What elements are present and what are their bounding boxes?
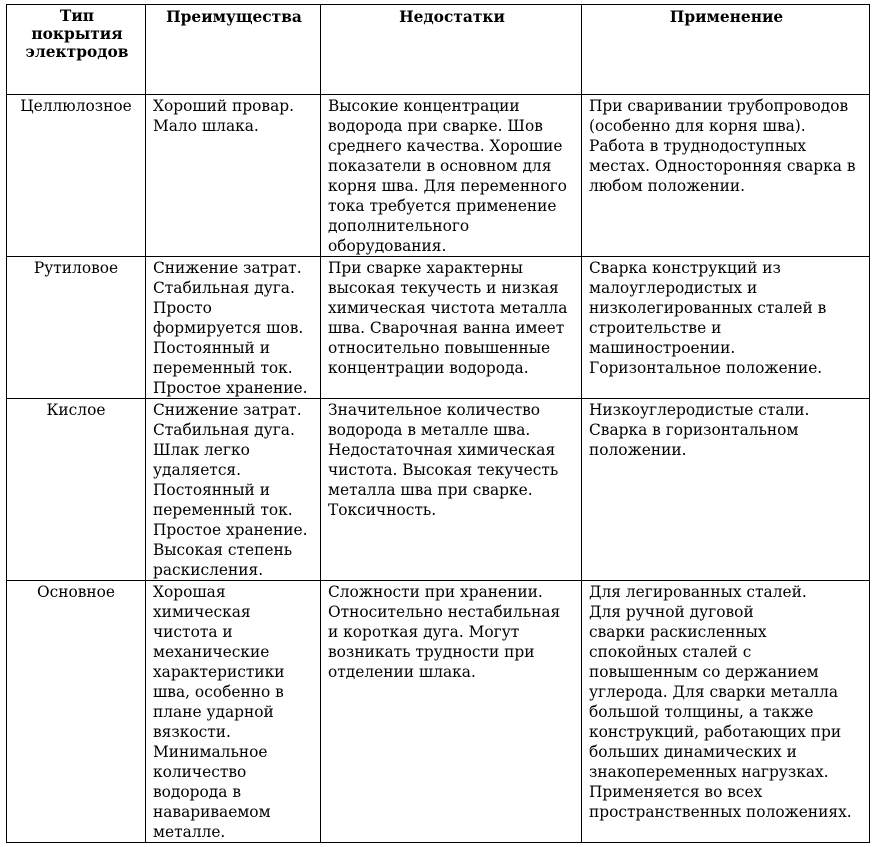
cell-line: оборудования.: [328, 237, 447, 255]
cell-line: любом положении.: [589, 177, 746, 195]
cell-line: чистота. Высокая текучесть: [328, 461, 559, 479]
cell-line: Просто: [153, 299, 212, 317]
cell-line: машиностроении.: [589, 339, 736, 357]
header-advantages: Преимущества: [146, 5, 321, 95]
cell-line: отделении шлака.: [328, 663, 476, 681]
cell-disadvantages: [321, 95, 582, 257]
cell-line: дополнительного: [328, 217, 470, 235]
cell-application: [582, 257, 870, 399]
cell-line: Снижение затрат.: [153, 259, 302, 277]
cell-coating-type: Основное: [7, 581, 146, 843]
cell-line: Применяется во всех: [589, 783, 763, 801]
cell-line: углерода. Для сварки металла: [589, 683, 839, 701]
cell-line: количество: [153, 763, 247, 781]
cell-line: удаляется.: [153, 461, 242, 479]
cell-line: Стабильная дуга.: [153, 421, 295, 439]
cell-line: раскисления.: [153, 561, 264, 579]
cell-line: положении.: [589, 441, 687, 459]
cell-disadvantages: [321, 581, 582, 843]
cell-line: спокойных сталей с: [589, 643, 752, 661]
cell-line: металла шва при сварке.: [328, 481, 533, 499]
cell-line: (особенно для корня шва).: [589, 117, 806, 135]
cell-line: Простое хранение.: [153, 521, 308, 539]
cell-line: показатели в основном для: [328, 157, 552, 175]
cell-application: [582, 95, 870, 257]
cell-advantages: [146, 257, 321, 399]
header-line: покрытия: [31, 25, 123, 43]
cell-line: шва, особенно в: [153, 683, 284, 701]
cell-line: Мало шлака.: [153, 117, 259, 135]
cell-line: концентрации водорода.: [328, 359, 529, 377]
cell-line: При сваривании трубопроводов: [589, 97, 849, 115]
cell-application: [582, 581, 870, 843]
cell-line: Хороший провар.: [153, 97, 295, 115]
cell-line: местах. Односторонняя сварка в: [589, 157, 856, 175]
cell-line: и короткая дуга. Могут: [328, 623, 520, 641]
electrode-coating-table: [6, 4, 870, 843]
cell-line: химическая чистота металла: [328, 299, 568, 317]
header-disadvantages: Недостатки: [321, 5, 582, 95]
header-coating-type: [7, 5, 146, 95]
cell-line: низколегированных сталей в: [589, 299, 827, 317]
cell-line: Относительно нестабильная: [328, 603, 561, 621]
cell-line: большой толщины, а также: [589, 703, 814, 721]
cell-line: Для ручной дуговой: [589, 603, 754, 621]
cell-line: Простое хранение.: [153, 379, 308, 397]
cell-line: металле.: [153, 823, 226, 841]
table-row: [7, 257, 870, 399]
cell-line: конструкций, работающих при: [589, 723, 842, 741]
table-row: [7, 581, 870, 843]
cell-line: Снижение затрат.: [153, 401, 302, 419]
cell-line: Низкоуглеродистые стали.: [589, 401, 810, 419]
cell-line: Сварка в горизонтальном: [589, 421, 799, 439]
cell-line: знакопеременных нагрузках.: [589, 763, 829, 781]
cell-line: Горизонтальное положение.: [589, 359, 823, 377]
cell-line: Работа в труднодоступных: [589, 137, 807, 155]
cell-disadvantages: [321, 399, 582, 581]
cell-line: чистота и: [153, 623, 233, 641]
cell-line: строительстве и: [589, 319, 722, 337]
cell-line: повышенным со держанием: [589, 663, 819, 681]
table-header-row: [7, 5, 870, 95]
cell-line: вязкости.: [153, 723, 231, 741]
cell-line: Стабильная дуга.: [153, 279, 295, 297]
header-application: Применение: [582, 5, 870, 95]
cell-line: малоуглеродистых и: [589, 279, 758, 297]
cell-line: водорода в металле шва.: [328, 421, 531, 439]
table-row: [7, 95, 870, 257]
cell-coating-type: Кислое: [7, 399, 146, 581]
cell-line: сварки раскисленных: [589, 623, 767, 641]
cell-line: корня шва. Для переменного: [328, 177, 567, 195]
cell-line: Сварка конструкций из: [589, 259, 781, 277]
cell-line: плане ударной: [153, 703, 274, 721]
cell-line: больших динамических и: [589, 743, 797, 761]
cell-line: Высокие концентрации: [328, 97, 520, 115]
cell-line: переменный ток.: [153, 501, 293, 519]
cell-line: Сложности при хранении.: [328, 583, 543, 601]
header-line: электродов: [25, 43, 129, 61]
header-line: Тип: [59, 7, 95, 25]
cell-line: относительно повышенные: [328, 339, 551, 357]
cell-line: механические: [153, 643, 270, 661]
cell-coating-type: Целлюлозное: [7, 95, 146, 257]
cell-line: Высокая степень: [153, 541, 293, 559]
cell-line: химическая: [153, 603, 251, 621]
cell-line: Шлак легко: [153, 441, 250, 459]
cell-line: формируется шов.: [153, 319, 304, 337]
cell-line: Для легированных сталей.: [589, 583, 807, 601]
cell-disadvantages: [321, 257, 582, 399]
cell-line: тока требуется применение: [328, 197, 557, 215]
cell-line: характеристики: [153, 663, 285, 681]
table-row: [7, 399, 870, 581]
cell-application: [582, 399, 870, 581]
cell-line: переменный ток.: [153, 359, 293, 377]
cell-line: Постоянный и: [153, 481, 270, 499]
cell-line: Значительное количество: [328, 401, 541, 419]
cell-line: Постоянный и: [153, 339, 270, 357]
cell-line: При сварке характерны: [328, 259, 523, 277]
cell-advantages: [146, 399, 321, 581]
cell-line: шва. Сварочная ванна имеет: [328, 319, 565, 337]
cell-line: возникать трудности при: [328, 643, 535, 661]
cell-line: среднего качества. Хорошие: [328, 137, 563, 155]
cell-line: Хорошая: [153, 583, 226, 601]
cell-advantages: [146, 581, 321, 843]
cell-advantages: [146, 95, 321, 257]
cell-line: пространственных положениях.: [589, 803, 852, 821]
cell-line: Недостаточная химическая: [328, 441, 556, 459]
cell-line: водорода в: [153, 783, 242, 801]
cell-line: Минимальное: [153, 743, 268, 761]
cell-line: водорода при сварке. Шов: [328, 117, 543, 135]
cell-line: высокая текучесть и низкая: [328, 279, 559, 297]
cell-coating-type: Рутиловое: [7, 257, 146, 399]
cell-line: навариваемом: [153, 803, 271, 821]
cell-line: Токсичность.: [328, 501, 437, 519]
